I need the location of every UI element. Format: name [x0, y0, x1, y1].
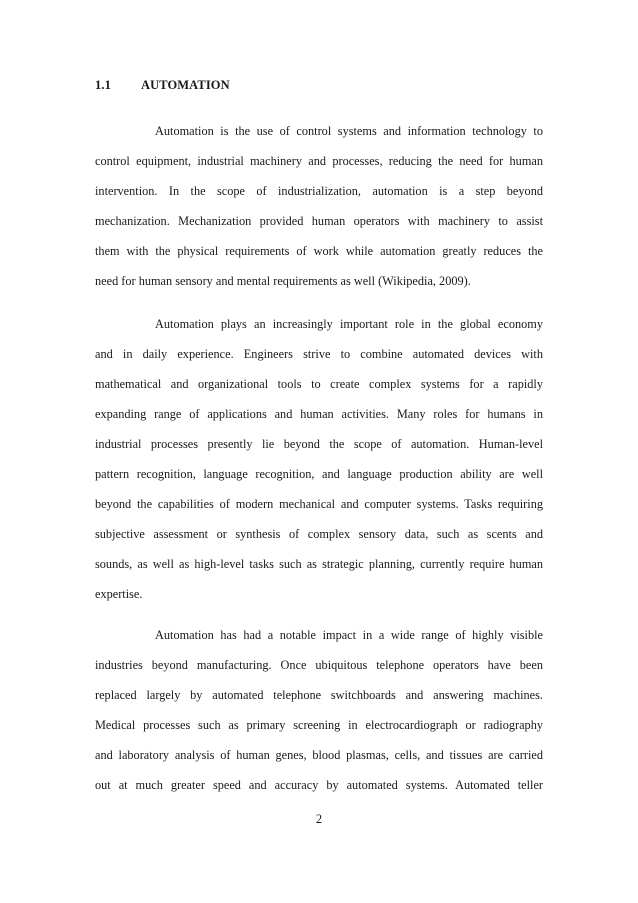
section-heading [95, 78, 230, 93]
paragraph-line: industries beyond manufacturing. Once ubiquitous telephone operators have been [95, 658, 543, 672]
page-number: 2 [315, 812, 323, 826]
section-title: AUTOMATION [141, 78, 230, 92]
paragraph-line: expanding range of applications and human activities. Many roles for humans in [95, 407, 543, 421]
paragraph-line: Automation plays an increasingly important role in the global economy [155, 317, 543, 331]
paragraph-1 [95, 116, 543, 296]
paragraph-line: and in daily experience. Engineers strive to combine automated devices with [95, 347, 543, 361]
paragraph-line: them with the physical requirements of work while automation greatly reduces the [95, 244, 543, 258]
paragraph-line: replaced largely by automated telephone switchboards and answering machines. [95, 688, 543, 702]
paragraph-line: industrial processes presently lie beyond the scope of automation. Human-level [95, 437, 543, 451]
paragraph-2 [95, 309, 543, 609]
paragraph-line: Automation is the use of control systems and information technology to [155, 124, 543, 138]
paragraph-line: mechanization. Mechanization provided human operators with machinery to assist [95, 214, 543, 228]
paragraph-line: mathematical and organizational tools to create complex systems for a rapidly [95, 377, 543, 391]
paragraph-line: beyond the capabilities of modern mechanical and computer systems. Tasks requiring [95, 497, 543, 511]
paragraph-line: subjective assessment or synthesis of complex sensory data, such as scents and [95, 527, 543, 541]
section-number: 1.1 [95, 78, 111, 92]
paragraph-line: out at much greater speed and accuracy by automated systems. Automated teller [95, 778, 543, 792]
paragraph-line: intervention. In the scope of industrialization, automation is a step beyond [95, 184, 543, 198]
paragraph-line: expertise. [95, 587, 143, 601]
paragraph-line: and laboratory analysis of human genes, blood plasmas, cells, and tissues are carried [95, 748, 543, 762]
paragraph-line: pattern recognition, language recognition, and language production ability are well [95, 467, 543, 481]
paragraph-line: control equipment, industrial machinery and processes, reducing the need for human [95, 154, 543, 168]
paragraph-line: need for human sensory and mental requirements as well (Wikipedia, 2009). [95, 274, 471, 288]
paragraph-3 [95, 620, 543, 800]
paragraph-line: sounds, as well as high-level tasks such as strategic planning, currently require human [95, 557, 543, 571]
paragraph-line: Automation has had a notable impact in a wide range of highly visible [155, 628, 543, 642]
paragraph-line: Medical processes such as primary screening in electrocardiograph or radiography [95, 718, 543, 732]
